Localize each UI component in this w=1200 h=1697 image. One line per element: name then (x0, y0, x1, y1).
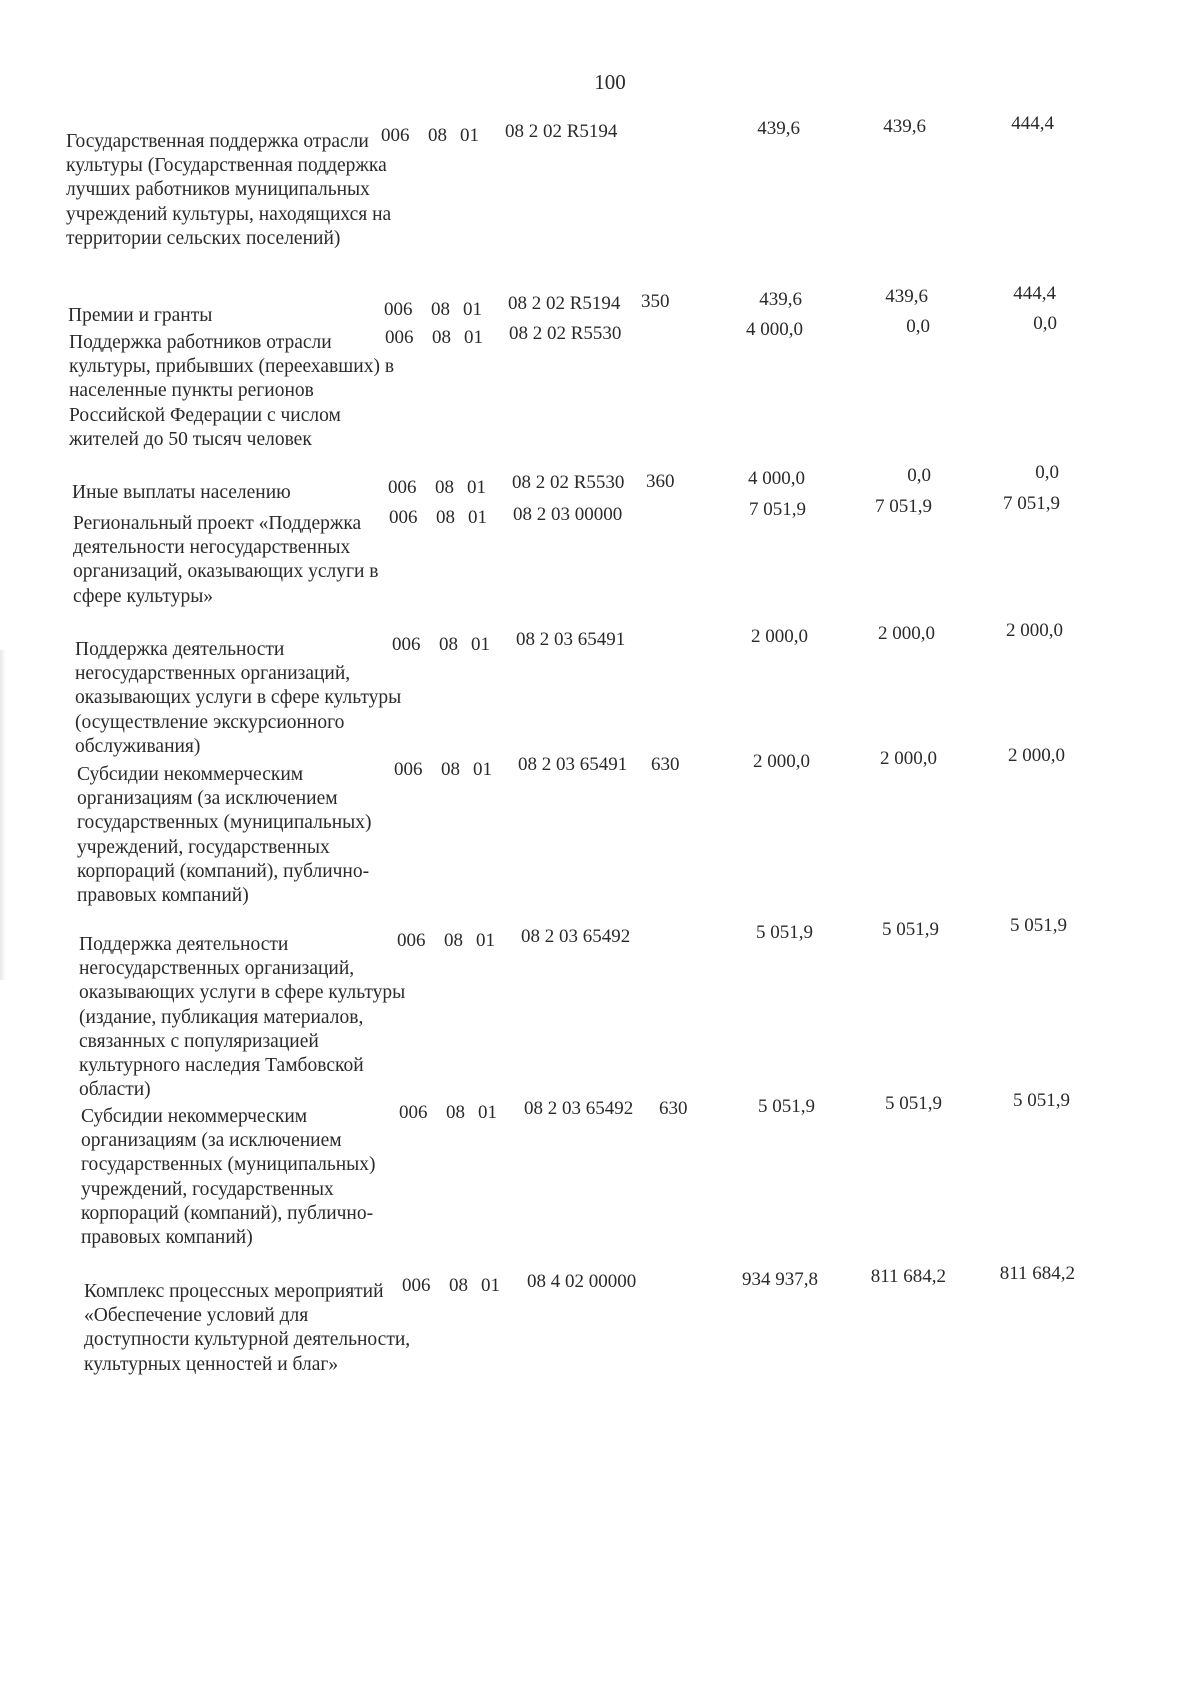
row-description: Поддержка деятельности негосударственных организаций, оказывающих услуги в сфере культуры (осуществление экскурсионного обслуживания) (75, 639, 402, 757)
section-code: 08 (441, 759, 460, 780)
row-description: Субсидии некоммерческим организациям (за исключением государственных (муниципальных) учреждений, государственных корпораций (компаний), публично-правовых компаний) (81, 1106, 376, 1249)
expense-type-code: 630 (659, 1098, 688, 1119)
row-description: Поддержка работников отрасли культуры, прибывших (переехавших) в населенные пункты регионов Российской Федерации с числом жителей до 50 тысяч человек (69, 332, 395, 450)
ministry-code: 006 (384, 299, 413, 320)
ministry-code: 006 (381, 125, 410, 146)
value-year2: 439,6 (885, 286, 928, 307)
subsection-code: 01 (473, 759, 492, 780)
value-year3: 444,4 (1013, 283, 1056, 304)
section-code: 08 (428, 125, 447, 146)
target-article-code: 08 2 02 R5194 (508, 293, 621, 314)
value-year3: 2 000,0 (1008, 745, 1065, 766)
value-year1: 439,6 (759, 289, 802, 310)
value-year1: 7 051,9 (749, 499, 806, 520)
section-code: 08 (439, 634, 458, 655)
value-year2: 7 051,9 (875, 496, 932, 517)
ministry-code: 006 (394, 759, 423, 780)
value-year3: 2 000,0 (1006, 620, 1063, 641)
value-year2: 2 000,0 (878, 623, 935, 644)
ministry-code: 006 (389, 507, 418, 528)
value-year3: 811 684,2 (999, 1263, 1075, 1284)
value-year2: 0,0 (906, 316, 930, 337)
target-article-code: 08 2 03 65492 (521, 926, 631, 947)
target-article-code: 08 2 03 65491 (516, 629, 626, 650)
ministry-code: 006 (402, 1275, 431, 1296)
row-description: Комплекс процессных мероприятий «Обеспечение условий для доступности культурной деятельности, культурных ценностей и благ» (84, 1281, 411, 1375)
section-code: 08 (436, 507, 455, 528)
row-description: Иные выплаты населению (72, 482, 291, 503)
target-article-code: 08 2 03 65491 (518, 754, 628, 775)
value-year3: 5 051,9 (1010, 915, 1067, 936)
value-year1: 5 051,9 (756, 922, 813, 943)
subsection-code: 01 (481, 1275, 500, 1296)
value-year1: 2 000,0 (753, 751, 810, 772)
subsection-code: 01 (476, 930, 495, 951)
ministry-code: 006 (385, 327, 414, 348)
row-description: Субсидии некоммерческим организациям (за исключением государственных (муниципальных) учреждений, государственных корпораций (компаний), публично-правовых компаний) (77, 764, 372, 907)
section-code: 08 (431, 299, 450, 320)
value-year1: 2 000,0 (751, 626, 808, 647)
target-article-code: 08 2 03 65492 (524, 1098, 634, 1119)
value-year3: 7 051,9 (1003, 493, 1060, 514)
subsection-code: 01 (464, 327, 483, 348)
value-year2: 0,0 (907, 465, 931, 486)
row-description: Региональный проект «Поддержка деятельности негосударственных организаций, оказывающих услуги в сфере культуры» (73, 513, 379, 607)
target-article-code: 08 2 02 R5530 (509, 323, 622, 344)
value-year1: 934 937,8 (742, 1269, 818, 1290)
subsection-code: 01 (467, 477, 486, 498)
expense-type-code: 630 (651, 754, 680, 775)
ministry-code: 006 (397, 930, 426, 951)
value-year3: 5 051,9 (1013, 1090, 1070, 1111)
value-year2: 5 051,9 (885, 1093, 942, 1114)
row-description: Поддержка деятельности негосударственных организаций, оказывающих услуги в сфере культуры (издание, публикация материалов, связанных с популяризацией культурного наследия Тамбовской области) (79, 934, 406, 1101)
subsection-code: 01 (460, 125, 479, 146)
value-year2: 439,6 (883, 116, 926, 137)
section-code: 08 (449, 1275, 468, 1296)
value-year2: 2 000,0 (880, 748, 937, 769)
scan-edge-shadow (0, 650, 6, 980)
subsection-code: 01 (471, 634, 490, 655)
section-code: 08 (432, 327, 451, 348)
ministry-code: 006 (392, 634, 421, 655)
value-year3: 0,0 (1033, 313, 1057, 334)
value-year1: 5 051,9 (758, 1096, 815, 1117)
row-description: Государственная поддержка отрасли культуры (Государственная поддержка лучших работников муниципальных учреждений культуры, находящихся на территории сельских поселений) (66, 131, 392, 249)
value-year1: 4 000,0 (746, 319, 803, 340)
value-year2: 811 684,2 (870, 1266, 946, 1287)
ministry-code: 006 (388, 477, 417, 498)
subsection-code: 01 (468, 507, 487, 528)
value-year2: 5 051,9 (882, 919, 939, 940)
target-article-code: 08 4 02 00000 (527, 1271, 637, 1292)
value-year3: 444,4 (1011, 113, 1054, 134)
target-article-code: 08 2 02 R5194 (505, 121, 618, 142)
expense-type-code: 350 (641, 291, 670, 312)
section-code: 08 (446, 1102, 465, 1123)
subsection-code: 01 (478, 1102, 497, 1123)
subsection-code: 01 (463, 299, 482, 320)
value-year1: 4 000,0 (748, 468, 805, 489)
value-year3: 0,0 (1035, 462, 1059, 483)
expense-type-code: 360 (646, 471, 675, 492)
target-article-code: 08 2 02 R5530 (512, 472, 625, 493)
row-description: Премии и гранты (68, 305, 213, 326)
section-code: 08 (435, 477, 454, 498)
ministry-code: 006 (399, 1102, 428, 1123)
target-article-code: 08 2 03 00000 (513, 504, 623, 525)
section-code: 08 (444, 930, 463, 951)
value-year1: 439,6 (757, 118, 800, 139)
page-number: 100 (594, 70, 626, 94)
